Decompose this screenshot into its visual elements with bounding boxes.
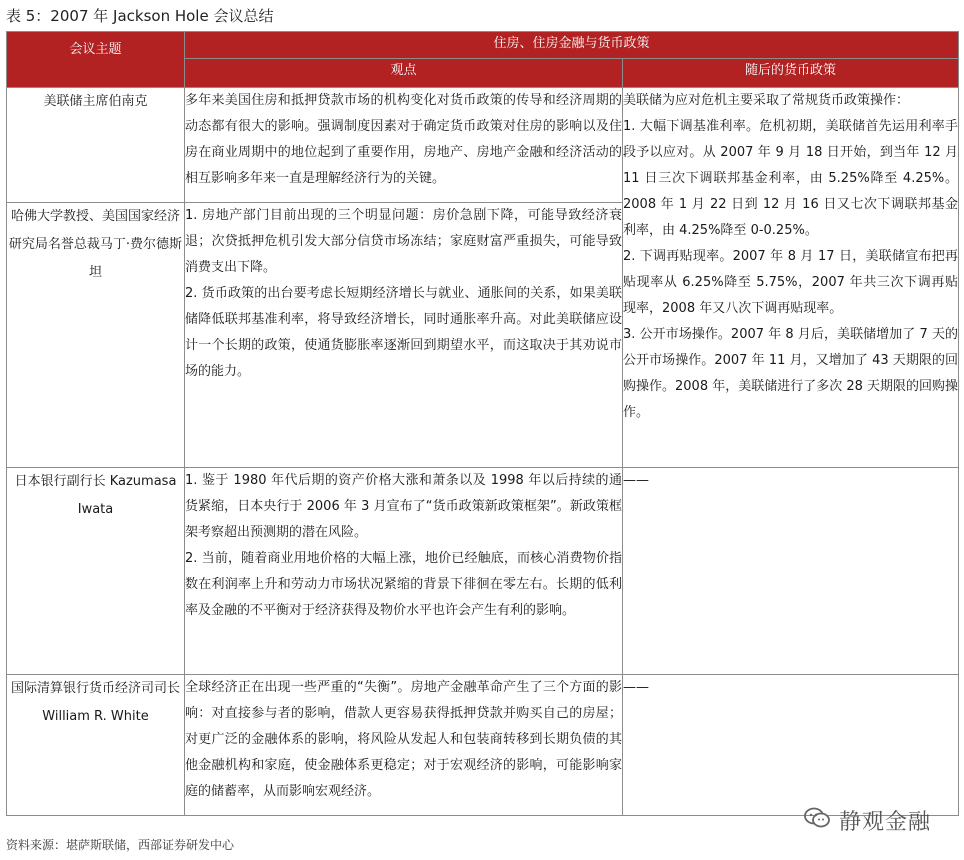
topic-cell: 哈佛大学教授、美国国家经济研究局名誉总裁马丁·费尔德斯坦 [7, 203, 185, 468]
policy-paragraph: 2. 下调再贴现率。2007 年 8 月 17 日，美联储宣布把再贴现率从 6.25%降至 5.75%，2007 年共三次下调再贴现率，2008 年又八次下调再贴现率。 [623, 249, 959, 316]
view-paragraph: 全球经济正在出现一些严重的“失衡”。房地产金融革命产生了三个方面的影响：对直接参与者的影响，借款人更容易获得抵押贷款并购买自己的房屋；对更广泛的金融体系的影响，将风险从发起人和包装商转移到长期负债的其他金融机构和家庭，使金融体系更稳定；对于宏观经济的影响，可能影响家庭的储蓄率，从而影响宏观经济。 [185, 680, 622, 799]
table-row [7, 468, 959, 675]
view-cell [185, 203, 623, 468]
policy-paragraph: 3. 公开市场操作。2007 年 8 月后，美联储增加了 7 天的公开市场操作。2007 年 11 月，又增加了 43 天期限的回购操作。2008 年，美联储进行了多次 28 天期限的回购操作。 [623, 327, 959, 420]
table-row [7, 675, 959, 816]
watermark [803, 800, 931, 840]
view-paragraph: 多年来美国住房和抵押贷款市场的机构变化对货币政策的传导和经济周期的动态都有很大的影响。强调制度因素对于确定货币政策对住房的影响以及住房在商业周期中的地位起到了重要作用，房地产、房地产金融和经济活动的相互影响多年来一直是理解经济行为的关键。 [185, 93, 622, 186]
header-policy: 随后的货币政策 [623, 59, 959, 88]
view-cell [185, 88, 623, 203]
view-paragraph: 2. 货币政策的出台要考虑长短期经济增长与就业、通胀间的关系，如果美联储降低联邦基准利率，将导致经济增长，同时通胀率升高。对此美联储应设计一个长期的政策，使通货膨胀率逐渐回到期望水平，而这取决于其劝说市场的能力。 [185, 286, 622, 379]
watermark-text: 静观金融 [839, 809, 932, 835]
table-row [7, 88, 959, 203]
policy-dash-cell: —— [623, 468, 959, 675]
header-topic: 会议主题 [7, 32, 185, 88]
table-title: 表 5：2007 年 Jackson Hole 会议总结 [6, 7, 274, 25]
policy-cell [623, 88, 959, 468]
policy-dash-cell: —— [623, 675, 959, 816]
policy-paragraph: 美联储为应对危机主要采取了常规货币政策操作： [623, 93, 910, 108]
view-cell [185, 675, 623, 816]
source-note: 资料来源：堪萨斯联储，西部证券研发中心 [6, 838, 235, 852]
topic-cell: 美联储主席伯南克 [7, 88, 185, 203]
policy-paragraph: 1. 大幅下调基准利率。危机初期，美联储首先运用利率手段予以应对。从 2007 年 9 月 18 日开始，到当年 12 月 11 日三次下调联邦基金利率，由 5.25%降至 4.25%。2008 年 1 月 22 日到 12 月 16 日又七次下调联邦基金利率，由 4.25%降至 0-0.25%。 [623, 119, 959, 238]
view-cell [185, 468, 623, 675]
view-paragraph: 2. 当前，随着商业用地价格的大幅上涨，地价已经触底，而核心消费物价指数在利润率上升和劳动力市场状况紧缩的背景下徘徊在零左右。长期的低利率及金融的不平衡对于经济获得及物价水平也许会产生有利的影响。 [185, 551, 622, 618]
wechat-icon [803, 806, 831, 834]
topic-cell: 日本银行副行长 Kazumasa Iwata [7, 468, 185, 675]
header-main: 住房、住房金融与货币政策 [185, 32, 959, 59]
conference-summary-table [6, 31, 959, 816]
topic-cell: 国际清算银行货币经济司司长 William R. White [7, 675, 185, 816]
view-paragraph: 1. 鉴于 1980 年代后期的资产价格大涨和萧条以及 1998 年以后持续的通货紧缩，日本央行于 2006 年 3 月宣布了“货币政策新政策框架”。新政策框架考察超出预测期的潜在风险。 [185, 473, 622, 540]
view-paragraph: 1. 房地产部门目前出现的三个明显问题：房价急剧下降，可能导致经济衰退；次贷抵押危机引发大部分信贷市场冻结；家庭财富严重损失，可能导致消费支出下降。 [185, 208, 622, 275]
header-views: 观点 [185, 59, 623, 88]
